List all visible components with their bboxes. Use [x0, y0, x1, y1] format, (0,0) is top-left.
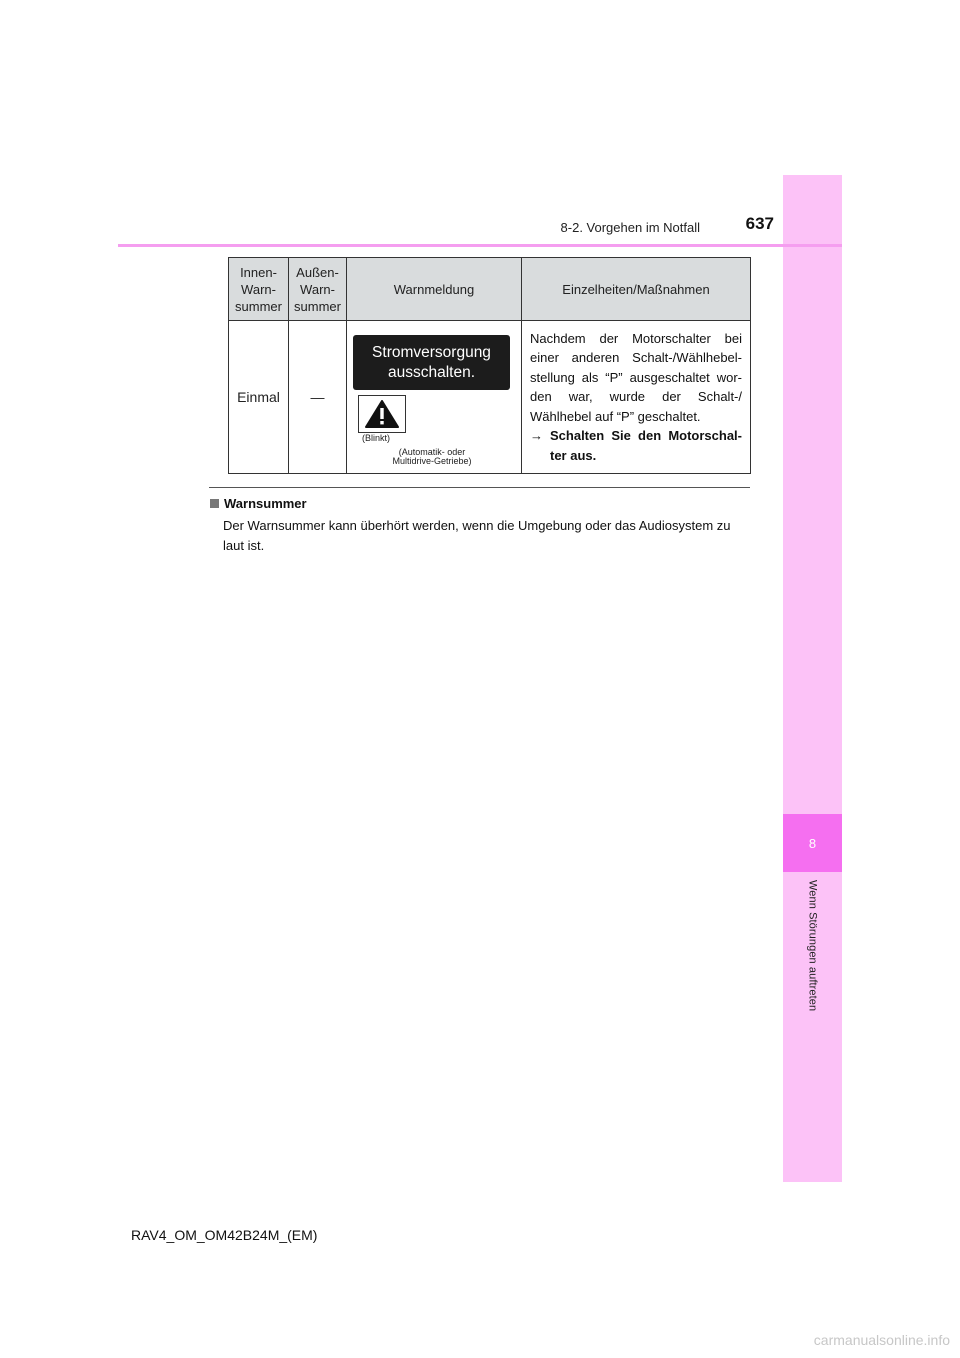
- watermark: carmanualsonline.info: [813, 1332, 950, 1348]
- manual-code: RAV4_OM_OM42B24M_(EM): [131, 1227, 318, 1243]
- arrow-icon: →: [530, 428, 543, 444]
- section-title: 8-2. Vorgehen im Notfall: [560, 220, 700, 235]
- blink-label: (Blinkt): [362, 433, 391, 443]
- outside-buzzer-value: —: [289, 321, 347, 474]
- warning-table: [228, 257, 751, 474]
- details-text: Nachdem der Motorschalter bei einer anderen Schalt-/Wählhebel-stellung als “P” ausgeschaltet wor-den war, wurde der Schalt-/ Wählhebel auf “P” geschaltet.: [530, 330, 742, 424]
- inside-buzzer-value: Einmal: [229, 321, 289, 474]
- note-heading: [210, 496, 307, 511]
- table-header-row: [229, 258, 751, 321]
- details-cell: [522, 321, 751, 474]
- action-text: Schalten Sie den Motorschal-ter aus.: [550, 428, 742, 463]
- header-inside-buzzer: Innen- Warn- summer: [229, 258, 289, 321]
- header-warning-message: Warnmeldung: [347, 258, 522, 321]
- action-instruction: [530, 426, 742, 465]
- page-number: 637: [745, 214, 774, 233]
- chapter-title-tab: [783, 880, 842, 1040]
- section-divider: [209, 487, 750, 488]
- display-line-1: Stromversorgung: [372, 343, 491, 361]
- header-details: Einzelheiten/Maßnahmen: [522, 258, 751, 321]
- chapter-number-tab: [783, 814, 842, 872]
- note-body: Der Warnsummer kann überhört werden, wenn die Umgebung oder das Audiosystem zu laut ist.: [223, 518, 731, 553]
- chapter-number: 8: [808, 835, 817, 851]
- display-line-2: ausschalten.: [387, 363, 476, 381]
- square-bullet-icon: [210, 499, 219, 508]
- header-divider: [118, 244, 842, 247]
- display-message: [353, 335, 510, 390]
- header-outside-buzzer: Außen- Warn- summer: [289, 258, 347, 321]
- table-row: [229, 321, 751, 474]
- note-title: Warnsummer: [224, 496, 307, 511]
- warning-triangle-icon: [358, 395, 406, 433]
- warning-message-cell: [347, 321, 522, 474]
- transmission-note: (Automatik- oder Multidrive-Getriebe): [392, 447, 472, 466]
- chapter-title: Wenn Störungen auftreten: [806, 880, 819, 1012]
